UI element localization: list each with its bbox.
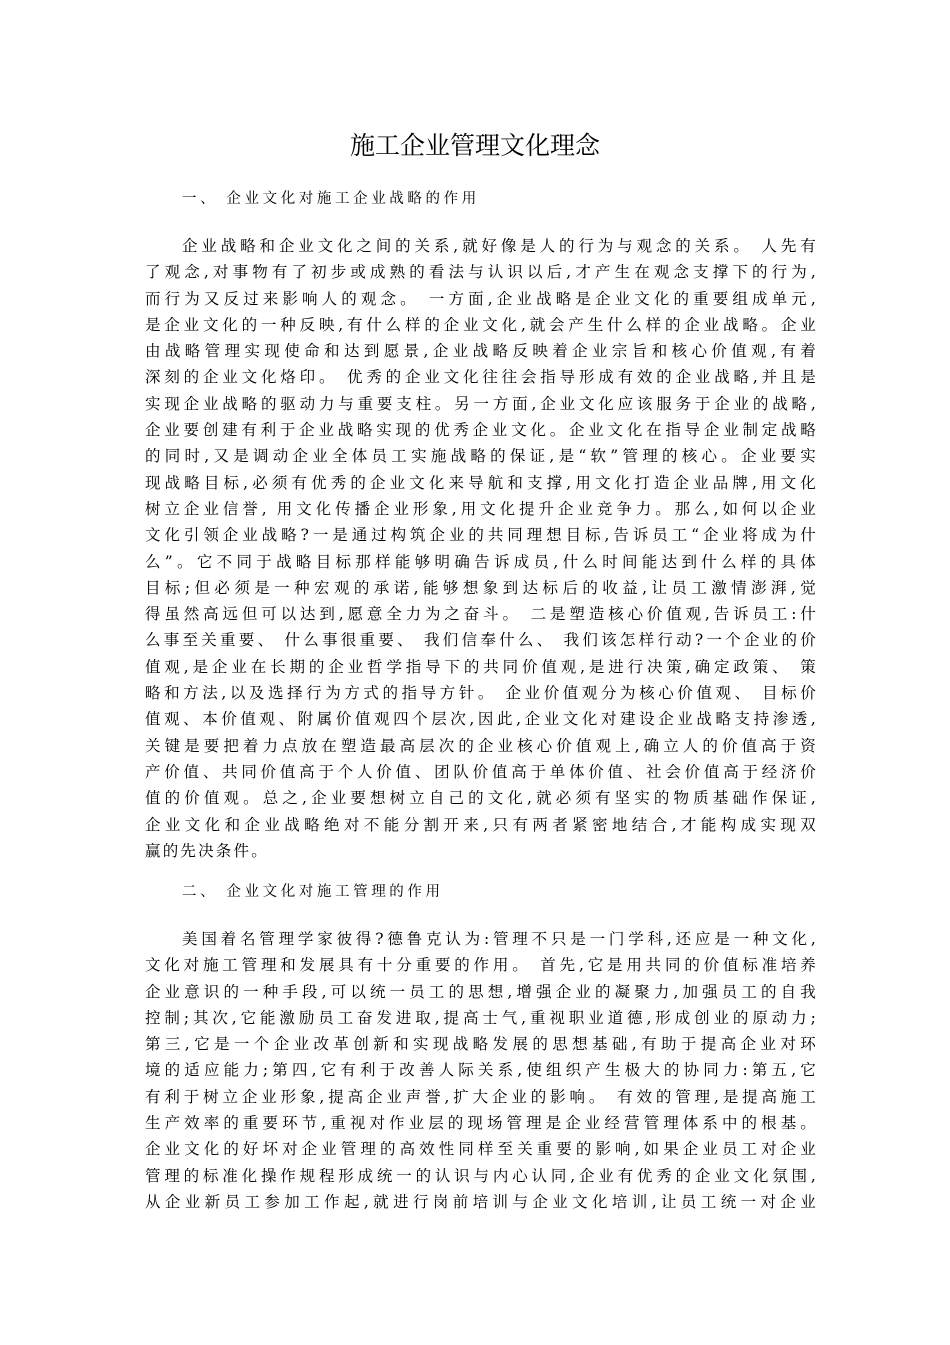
paragraph-line: 目标;但必须是一种宏观的承诺,能够想象到达标后的收益,让员工激情澎湃,觉 bbox=[145, 578, 817, 597]
paragraph-line: 文化引领企业战略?一是通过构筑企业的共同理想目标,告诉员工“企业将成为什 bbox=[145, 526, 817, 545]
paragraph-line: 的同时,又是调动企业全体员工实施战略的保证,是“软”管理的核心。企业要实 bbox=[145, 447, 817, 466]
paragraph-line: 值观,是企业在长期的企业哲学指导下的共同价值观,是进行决策,确定政策、 策 bbox=[145, 657, 817, 676]
document-title: 施工企业管理文化理念 bbox=[349, 131, 600, 160]
paragraph-line: 管理的标准化操作规程形成统一的认识与内心认同,企业有优秀的企业文化氛围, bbox=[145, 1166, 817, 1185]
paragraph-line: 是企业文化的一种反映,有什么样的企业文化,就会产生什么样的企业战略。企业 bbox=[145, 315, 817, 334]
paragraph-line: 么”。它不同于战略目标那样能够明确告诉成员,什么时间能达到什么样的具体 bbox=[145, 552, 817, 571]
paragraph-line: 值观、本价值观、附属价值观四个层次,因此,企业文化对建设企业战略支持渗透, bbox=[145, 710, 817, 729]
paragraph-line: 从企业新员工参加工作起,就进行岗前培训与企业文化培训,让员工统一对企业 bbox=[145, 1192, 817, 1211]
paragraph-line: 深刻的企业文化烙印。 优秀的企业文化往往会指导形成有效的企业战略,并且是 bbox=[145, 368, 817, 387]
paragraph-line: 企业战略和企业文化之间的关系,就好像是人的行为与观念的关系。 人先有 bbox=[182, 237, 817, 255]
paragraph-line: 生产效率的重要环节,重视对作业层的现场管理是企业经营管理体系中的根基。 bbox=[145, 1114, 817, 1133]
paragraph-line: 关键是要把着力点放在塑造最高层次的企业核心价值观上,确立人的价值高于资 bbox=[145, 736, 817, 755]
paragraph-line: 第三,它是一个企业改革创新和实现战略发展的思想基础,有助于提高企业对环 bbox=[145, 1035, 817, 1054]
paragraph-line: 树立企业信誉, 用文化传播企业形象,用文化提升企业竞争力。那么,如何以企业 bbox=[145, 499, 817, 518]
section-heading-strategy: 一、 企业文化对施工企业战略的作用 bbox=[182, 191, 480, 207]
paragraph-line: 境的适应能力;第四,它有利于改善人际关系,使组织产生极大的协同力:第五,它 bbox=[145, 1061, 817, 1080]
paragraph-line: 而行为又反过来影响人的观念。 一方面,企业战略是企业文化的重要组成单元, bbox=[145, 289, 817, 308]
paragraph-line: 文化对施工管理和发展具有十分重要的作用。 首先,它是用共同的价值标准培养 bbox=[145, 956, 817, 975]
paragraph-line: 么事至关重要、 什么事很重要、 我们信奉什么、 我们该怎样行动?一个企业的价 bbox=[145, 631, 817, 650]
paragraph-line: 实现企业战略的驱动力与重要支柱。另一方面,企业文化应该服务于企业的战略, bbox=[145, 394, 817, 413]
paragraph-line: 由战略管理实现使命和达到愿景,企业战略反映着企业宗旨和核心价值观,有着 bbox=[145, 342, 817, 361]
paragraph-line: 控制;其次,它能激励员工奋发进取,提高士气,重视职业道德,形成创业的原动力; bbox=[145, 1008, 817, 1027]
paragraph-line: 企业文化的好坏对企业管理的高效性同样至关重要的影响,如果企业员工对企业 bbox=[145, 1140, 817, 1159]
section-heading-management: 二、 企业文化对施工管理的作用 bbox=[182, 884, 444, 900]
paragraph-line: 企业要创建有利于企业战略实现的优秀企业文化。企业文化在指导企业制定战略 bbox=[145, 421, 817, 440]
paragraph-line: 略和方法,以及选择行为方式的指导方针。 企业价值观分为核心价值观、 目标价 bbox=[145, 684, 817, 703]
paragraph-line: 企业意识的一种手段,可以统一员工的思想,增强企业的凝聚力,加强员工的自我 bbox=[145, 982, 817, 1001]
paragraph-line: 了观念,对事物有了初步或成熟的看法与认识以后,才产生在观念支撑下的行为, bbox=[145, 263, 817, 282]
paragraph-line: 企业文化和企业战略绝对不能分割开来,只有两者紧密地结合,才能构成实现双 bbox=[145, 815, 817, 834]
paragraph-line: 美国着名管理学家彼得?德鲁克认为:管理不只是一门学科,还应是一种文化, bbox=[182, 930, 817, 948]
paragraph-line: 有利于树立企业形象,提高企业声誉,扩大企业的影响。 有效的管理,是提高施工 bbox=[145, 1087, 817, 1106]
paragraph-line: 现战略目标,必须有优秀的企业文化来导航和支撑,用文化打造企业品牌,用文化 bbox=[145, 473, 817, 492]
section-body-management bbox=[145, 926, 817, 1215]
paragraph-line: 得虽然高远但可以达到,愿意全力为之奋斗。 二是塑造核心价值观,告诉员工:什 bbox=[145, 605, 817, 624]
paragraph-line: 产价值、共同价值高于个人价值、团队价值高于单体价值、社会价值高于经济价 bbox=[145, 762, 817, 781]
paragraph-line: 赢的先决条件。 bbox=[145, 841, 269, 860]
paragraph-line: 值的价值观。总之,企业要想树立自己的文化,就必须有坚实的物质基础作保证, bbox=[145, 789, 817, 808]
section-body-strategy bbox=[145, 233, 817, 864]
